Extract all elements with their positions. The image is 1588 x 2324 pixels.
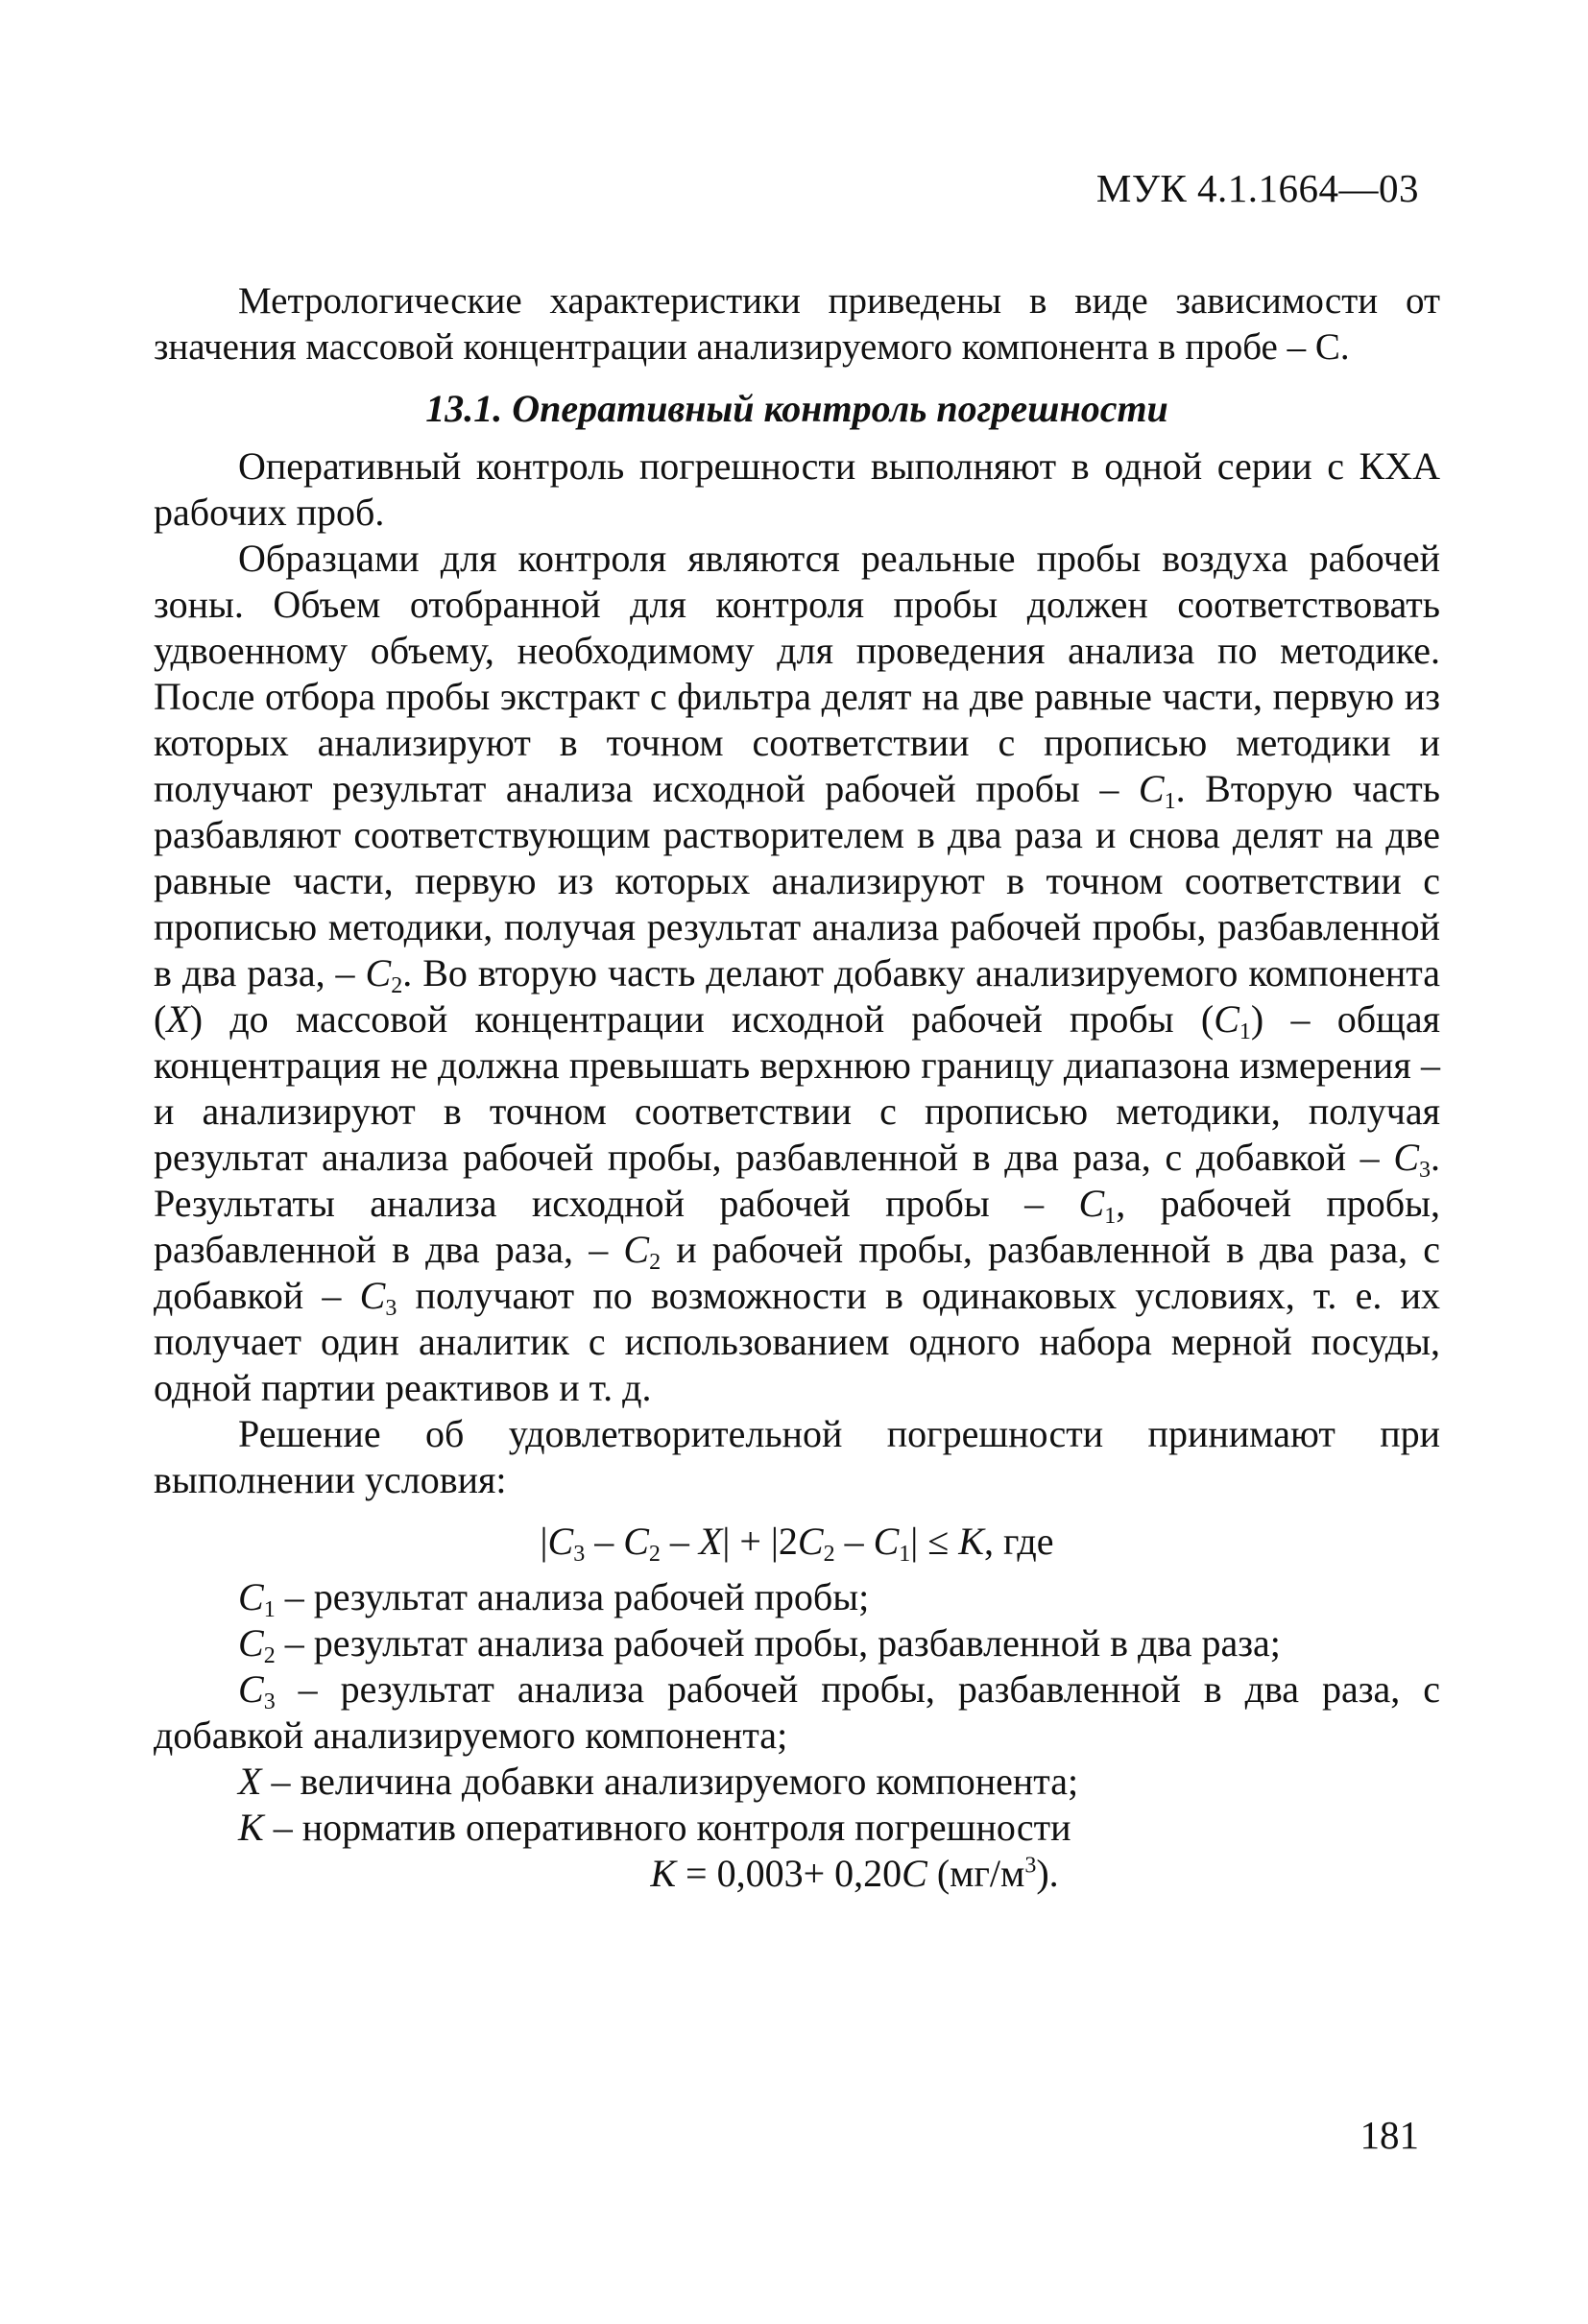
definition-x: X – величина добавки анализируемого компонента; xyxy=(238,1760,1079,1803)
condition-formula: $|C_3 - C_2 - X| + |2C_2 - C_1| \le K$, где xyxy=(540,1520,1054,1568)
samples-text-4: ) до массовой концентрации исходной рабочей пробы ( xyxy=(189,997,1215,1041)
definition-c2: $C_2$ – результат анализа рабочей пробы, разбавленной в два раза; xyxy=(238,1621,1281,1669)
definition-k-text: – норматив оперативного контроля погрешности xyxy=(273,1806,1071,1849)
definitions-list xyxy=(154,1574,1440,1851)
samples-paragraph xyxy=(154,536,1440,1411)
definition-c1-text: – результат анализа рабочей пробы; xyxy=(284,1575,870,1618)
samples-text-8: и рабочей пробы, разбавленной в два раза, с добавкой – xyxy=(154,1228,1441,1317)
intro-paragraph xyxy=(154,278,1440,371)
samples-text-9: получают по возможности в одинаковых условиях, т. е. их получает один аналитик с использованием одного набора мерной посуды, одной партии реактивов и т. д. xyxy=(154,1274,1441,1409)
definition-c3: $C_3$ – результат анализа рабочей пробы, разбавленной в два раза, с добавкой анализируемого компонента; xyxy=(154,1667,1441,1757)
k-formula-unit: (мг/м xyxy=(936,1852,1025,1895)
k-formula-var: C xyxy=(902,1852,927,1895)
control-paragraph xyxy=(154,443,1440,536)
intro-text: Метрологические характеристики приведены в виде зависимости от значения массовой концентрации анализируемого компонента в пробе – C. xyxy=(154,280,1440,368)
k-formula: K = 0,003+ 0,20C $(мг/м^3)$. xyxy=(650,1852,1059,1895)
k-formula-unit-end: ). xyxy=(1036,1852,1059,1895)
samples-text-1: Образцами для контроля являются реальные пробы воздуха рабочей зоны. Объем отобранной для контроля пробы должен соответствовать удвоенному объему, необходимому для проведения анализа по методике. После отбора пробы экстракт с фильтра делят на две равные части, первую из которых анализируют в точном соответствии с прописью методики и получают результат анализа исходной рабочей пробы – xyxy=(154,537,1440,810)
samples-text-5: ) – общая концентрация не должна превышать верхнюю границу диапазона измерения – и анализируют в точном соответствии с прописью методики, получая результат анализа рабочей пробы, разбавленной в два раза, с добавкой – xyxy=(154,997,1441,1179)
samples-text-2: Вторую часть разбавляют соответствующим растворителем в два раза и снова делят на две равные части, первую из которых анализируют в точном соответствии с прописью методики, получая результат анализа рабочей пробы, разбавленной в два раза, – xyxy=(154,767,1441,994)
k-formula-lhs: K xyxy=(650,1852,677,1895)
control-text: Оперативный контроль погрешности выполняют в одной серии с КХА рабочих проб. xyxy=(154,444,1440,534)
samples-text-7: , рабочей пробы, разбавленной в два раза, – xyxy=(154,1182,1440,1271)
samples-text-6: Результаты анализа исходной рабочей пробы – xyxy=(154,1182,1045,1225)
definition-k: K – норматив оперативного контроля погрешности xyxy=(238,1806,1071,1849)
formula-where: где xyxy=(1002,1520,1054,1563)
definition-c3-text: – результат анализа рабочей пробы, разбавленной в два раза, с добавкой анализируемого компонента; xyxy=(154,1667,1441,1757)
definition-c2-text: – результат анализа рабочей пробы, разбавленной в два раза; xyxy=(284,1621,1281,1665)
document-code-header: МУК 4.1.1664—03 xyxy=(1095,166,1419,210)
k-formula-rhs: = 0,003+ 0,20 xyxy=(686,1852,902,1895)
decision-paragraph xyxy=(154,1411,1440,1503)
definition-c1: $C_1$ – результат анализа рабочей пробы; xyxy=(238,1575,870,1623)
section-title: 13.1. Оперативный контроль погрешности xyxy=(425,387,1168,430)
definition-x-text: – величина добавки анализируемого компонента; xyxy=(271,1760,1079,1803)
page-number: 181 xyxy=(1359,2113,1419,2157)
samples-text-3: Во вторую часть делают добавку анализируемого компонента ( xyxy=(154,951,1440,1041)
decision-text: Решение об удовлетворительной погрешности принимают при выполнении условия: xyxy=(154,1412,1440,1501)
samples-text: Образцами для контроля являются реальные пробы воздуха рабочей зоны. Объем отобранной для контроля пробы должен соответствовать удвоенному объему, необходимому для проведения анализа по методике. После отбора пробы экстракт с фильтра делят на две равные части, первую из которых анализируют в точном соответствии с прописью методики и получают результат анализа исходной рабочей пробы – $C_1$. Вторую часть разбавляют соответствующим растворителем в два раза и снова делят на две равные части, первую из которых анализируют в точном соответствии с прописью методики, получая результат анализа рабочей пробы, разбавленной в два раза, – $C_2$. Во вторую часть делают добавку анализируемого компонента (X) до массовой концентрации исходной рабочей пробы $(C_1)$ – общая концентрация не должна превышать верхнюю границу диапазона измерения – и анализируют в точном соответствии с прописью методики, получая результат анализа рабочей пробы, разбавленной в два раза, с добавкой – $C_3$. Результаты анализа исходной рабочей пробы – $C_1$, рабочей пробы, разбавленной в два раза, – $C_2$ и рабочей пробы, разбавленной в два раза, с добавкой – $C_3$ получают по возможности в одинаковых условиях, т. е. их получает один аналитик с использованием одного набора мерной посуды, одной партии реактивов и т. д. xyxy=(154,537,1441,1409)
